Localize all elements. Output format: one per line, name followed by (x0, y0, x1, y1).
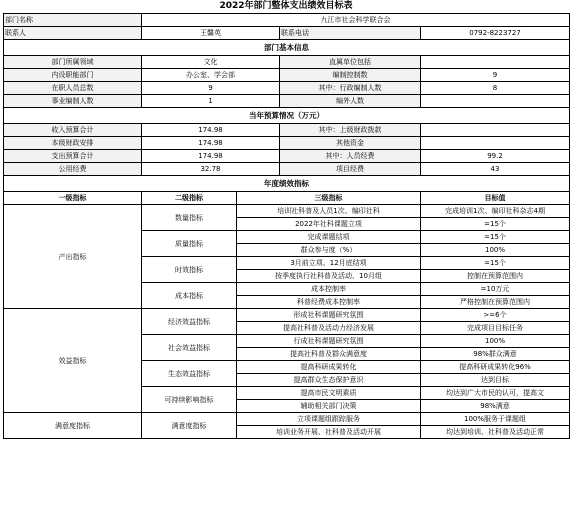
col-header-level1: 一级指标 (4, 192, 142, 205)
field-value: 9 (421, 69, 570, 82)
level3-indicator: 科普经费成本控制率 (237, 296, 421, 309)
dept-value: 九江市社会科学联合会 (142, 14, 570, 27)
level1-indicator: 效益指标 (4, 309, 142, 413)
target-value: 均达到培训、社科普及活动正常 (421, 426, 570, 439)
field-label: 内设职能部门 (4, 69, 142, 82)
level3-indicator: 按季度执行社科普及活动、10月组 (237, 270, 421, 283)
dept-label: 部门名称 (4, 14, 142, 27)
page-title: 2022年部门整体支出绩效目标表 (219, 1, 353, 11)
basic-section-title: 部门基本信息 (4, 40, 570, 56)
field-label: 公用经费 (4, 163, 142, 176)
target-value: 严格控制在预算范围内 (421, 296, 570, 309)
field-value: 43 (421, 163, 570, 176)
field-value (421, 56, 570, 69)
field-label: 其他资金 (280, 137, 421, 150)
field-label: 收入预算合计 (4, 124, 142, 137)
field-label: 其中：行政编制人数 (280, 82, 421, 95)
level1-indicator: 产出指标 (4, 205, 142, 309)
phone-value: 0792-8223727 (421, 27, 570, 40)
table-row (4, 413, 570, 426)
level2-indicator: 质量指标 (142, 231, 237, 257)
basic-section-row (4, 40, 570, 56)
target-value: 控制在预算范围内 (421, 270, 570, 283)
field-label: 其中：人员经费 (280, 150, 421, 163)
table-row (4, 56, 570, 69)
contact-label: 联系人 (4, 27, 142, 40)
level3-indicator: 培训业务开展、社科普及活动开展 (237, 426, 421, 439)
level2-indicator: 社会效益指标 (142, 335, 237, 361)
field-value: 文化 (142, 56, 280, 69)
field-label: 项目经费 (280, 163, 421, 176)
target-value: =15个 (421, 218, 570, 231)
level3-indicator: 提高社科普及群众满意度 (237, 348, 421, 361)
level3-indicator: 辅助相关部门决策 (237, 400, 421, 413)
target-value: 100% (421, 244, 570, 257)
table-row (4, 137, 570, 150)
level2-indicator: 时效指标 (142, 257, 237, 283)
level3-indicator: 提高科研成果转化 (237, 361, 421, 374)
field-label: 编制控制数 (280, 69, 421, 82)
target-value: 完成项目目标任务 (421, 322, 570, 335)
target-value: 达到目标 (421, 374, 570, 387)
table-row (4, 95, 570, 108)
field-value: 9 (142, 82, 280, 95)
table-row (4, 82, 570, 95)
target-value: =15个 (421, 257, 570, 270)
level2-indicator: 经济效益指标 (142, 309, 237, 335)
field-label: 部门所属领域 (4, 56, 142, 69)
field-value: 174.98 (142, 137, 280, 150)
field-value: 32.78 (142, 163, 280, 176)
contact-row (4, 27, 570, 40)
field-value: 1 (142, 95, 280, 108)
level3-indicator: 提高群众生态保护意识 (237, 374, 421, 387)
table-row (4, 150, 570, 163)
table-row (4, 309, 570, 322)
target-value: >=6个 (421, 309, 570, 322)
budget-section-row (4, 108, 570, 124)
target-value: =15个 (421, 231, 570, 244)
field-value: 8 (421, 82, 570, 95)
perf-header-row (4, 192, 570, 205)
level3-indicator: 行成社科课题研究氛围 (237, 335, 421, 348)
field-value (421, 137, 570, 150)
target-value: 98%群众满意 (421, 348, 570, 361)
phone-label: 联系电话 (280, 27, 421, 40)
table-row (4, 124, 570, 137)
table-row (4, 163, 570, 176)
field-value (421, 124, 570, 137)
level3-indicator: 成本控制率 (237, 283, 421, 296)
col-header-target: 目标值 (421, 192, 570, 205)
field-label: 支出预算合计 (4, 150, 142, 163)
target-value: =10万元 (421, 283, 570, 296)
field-label: 在职人员总数 (4, 82, 142, 95)
field-value: 174.98 (142, 150, 280, 163)
col-header-level3: 三级指标 (237, 192, 421, 205)
field-label: 直属单位包括 (280, 56, 421, 69)
level2-indicator: 可持续影响指标 (142, 387, 237, 413)
col-header-level2: 二级指标 (142, 192, 237, 205)
target-value: 100% (421, 335, 570, 348)
level3-indicator: 提高市民文明素质 (237, 387, 421, 400)
performance-table (3, 13, 570, 439)
field-label: 事业编制人数 (4, 95, 142, 108)
level3-indicator: 培训社科普及人员1次、编印社科 (237, 205, 421, 218)
target-value: 100%服务于课题组 (421, 413, 570, 426)
contact-value: 王馨英 (142, 27, 280, 40)
budget-section-title: 当年预算情况（万元） (4, 108, 570, 124)
level3-indicator: 提高社科普及活动力经济发展 (237, 322, 421, 335)
field-label: 本级财政安排 (4, 137, 142, 150)
level1-indicator: 满意度指标 (4, 413, 142, 439)
level2-indicator: 数量指标 (142, 205, 237, 231)
field-label: 编外人数 (280, 95, 421, 108)
target-value: 提高科研成果转化96% (421, 361, 570, 374)
level3-indicator: 3月前立项、12月底结项 (237, 257, 421, 270)
field-value (421, 95, 570, 108)
level2-indicator: 成本指标 (142, 283, 237, 309)
perf-section-row (4, 176, 570, 192)
perf-section-title: 年度绩效指标 (4, 176, 570, 192)
level3-indicator: 立项课题组跟踪服务 (237, 413, 421, 426)
table-row (4, 205, 570, 218)
table-row (4, 69, 570, 82)
field-label: 其中：上级财政拨款 (280, 124, 421, 137)
level3-indicator: 完成课题结项 (237, 231, 421, 244)
level3-indicator: 群众参与度（%） (237, 244, 421, 257)
target-value: 均达到广大市民的认可，提高文 (421, 387, 570, 400)
level2-indicator: 生态效益指标 (142, 361, 237, 387)
target-value: 98%满意 (421, 400, 570, 413)
level3-indicator: 形成社科课题研究氛围 (237, 309, 421, 322)
field-value: 174.98 (142, 124, 280, 137)
target-value: 完成培训1次、编印社科杂志4期 (421, 205, 570, 218)
field-value: 办公室、学会部 (142, 69, 280, 82)
level2-indicator: 满意度指标 (142, 413, 237, 439)
field-value: 99.2 (421, 150, 570, 163)
level3-indicator: 2022年社科课题立项 (237, 218, 421, 231)
dept-row (4, 14, 570, 27)
